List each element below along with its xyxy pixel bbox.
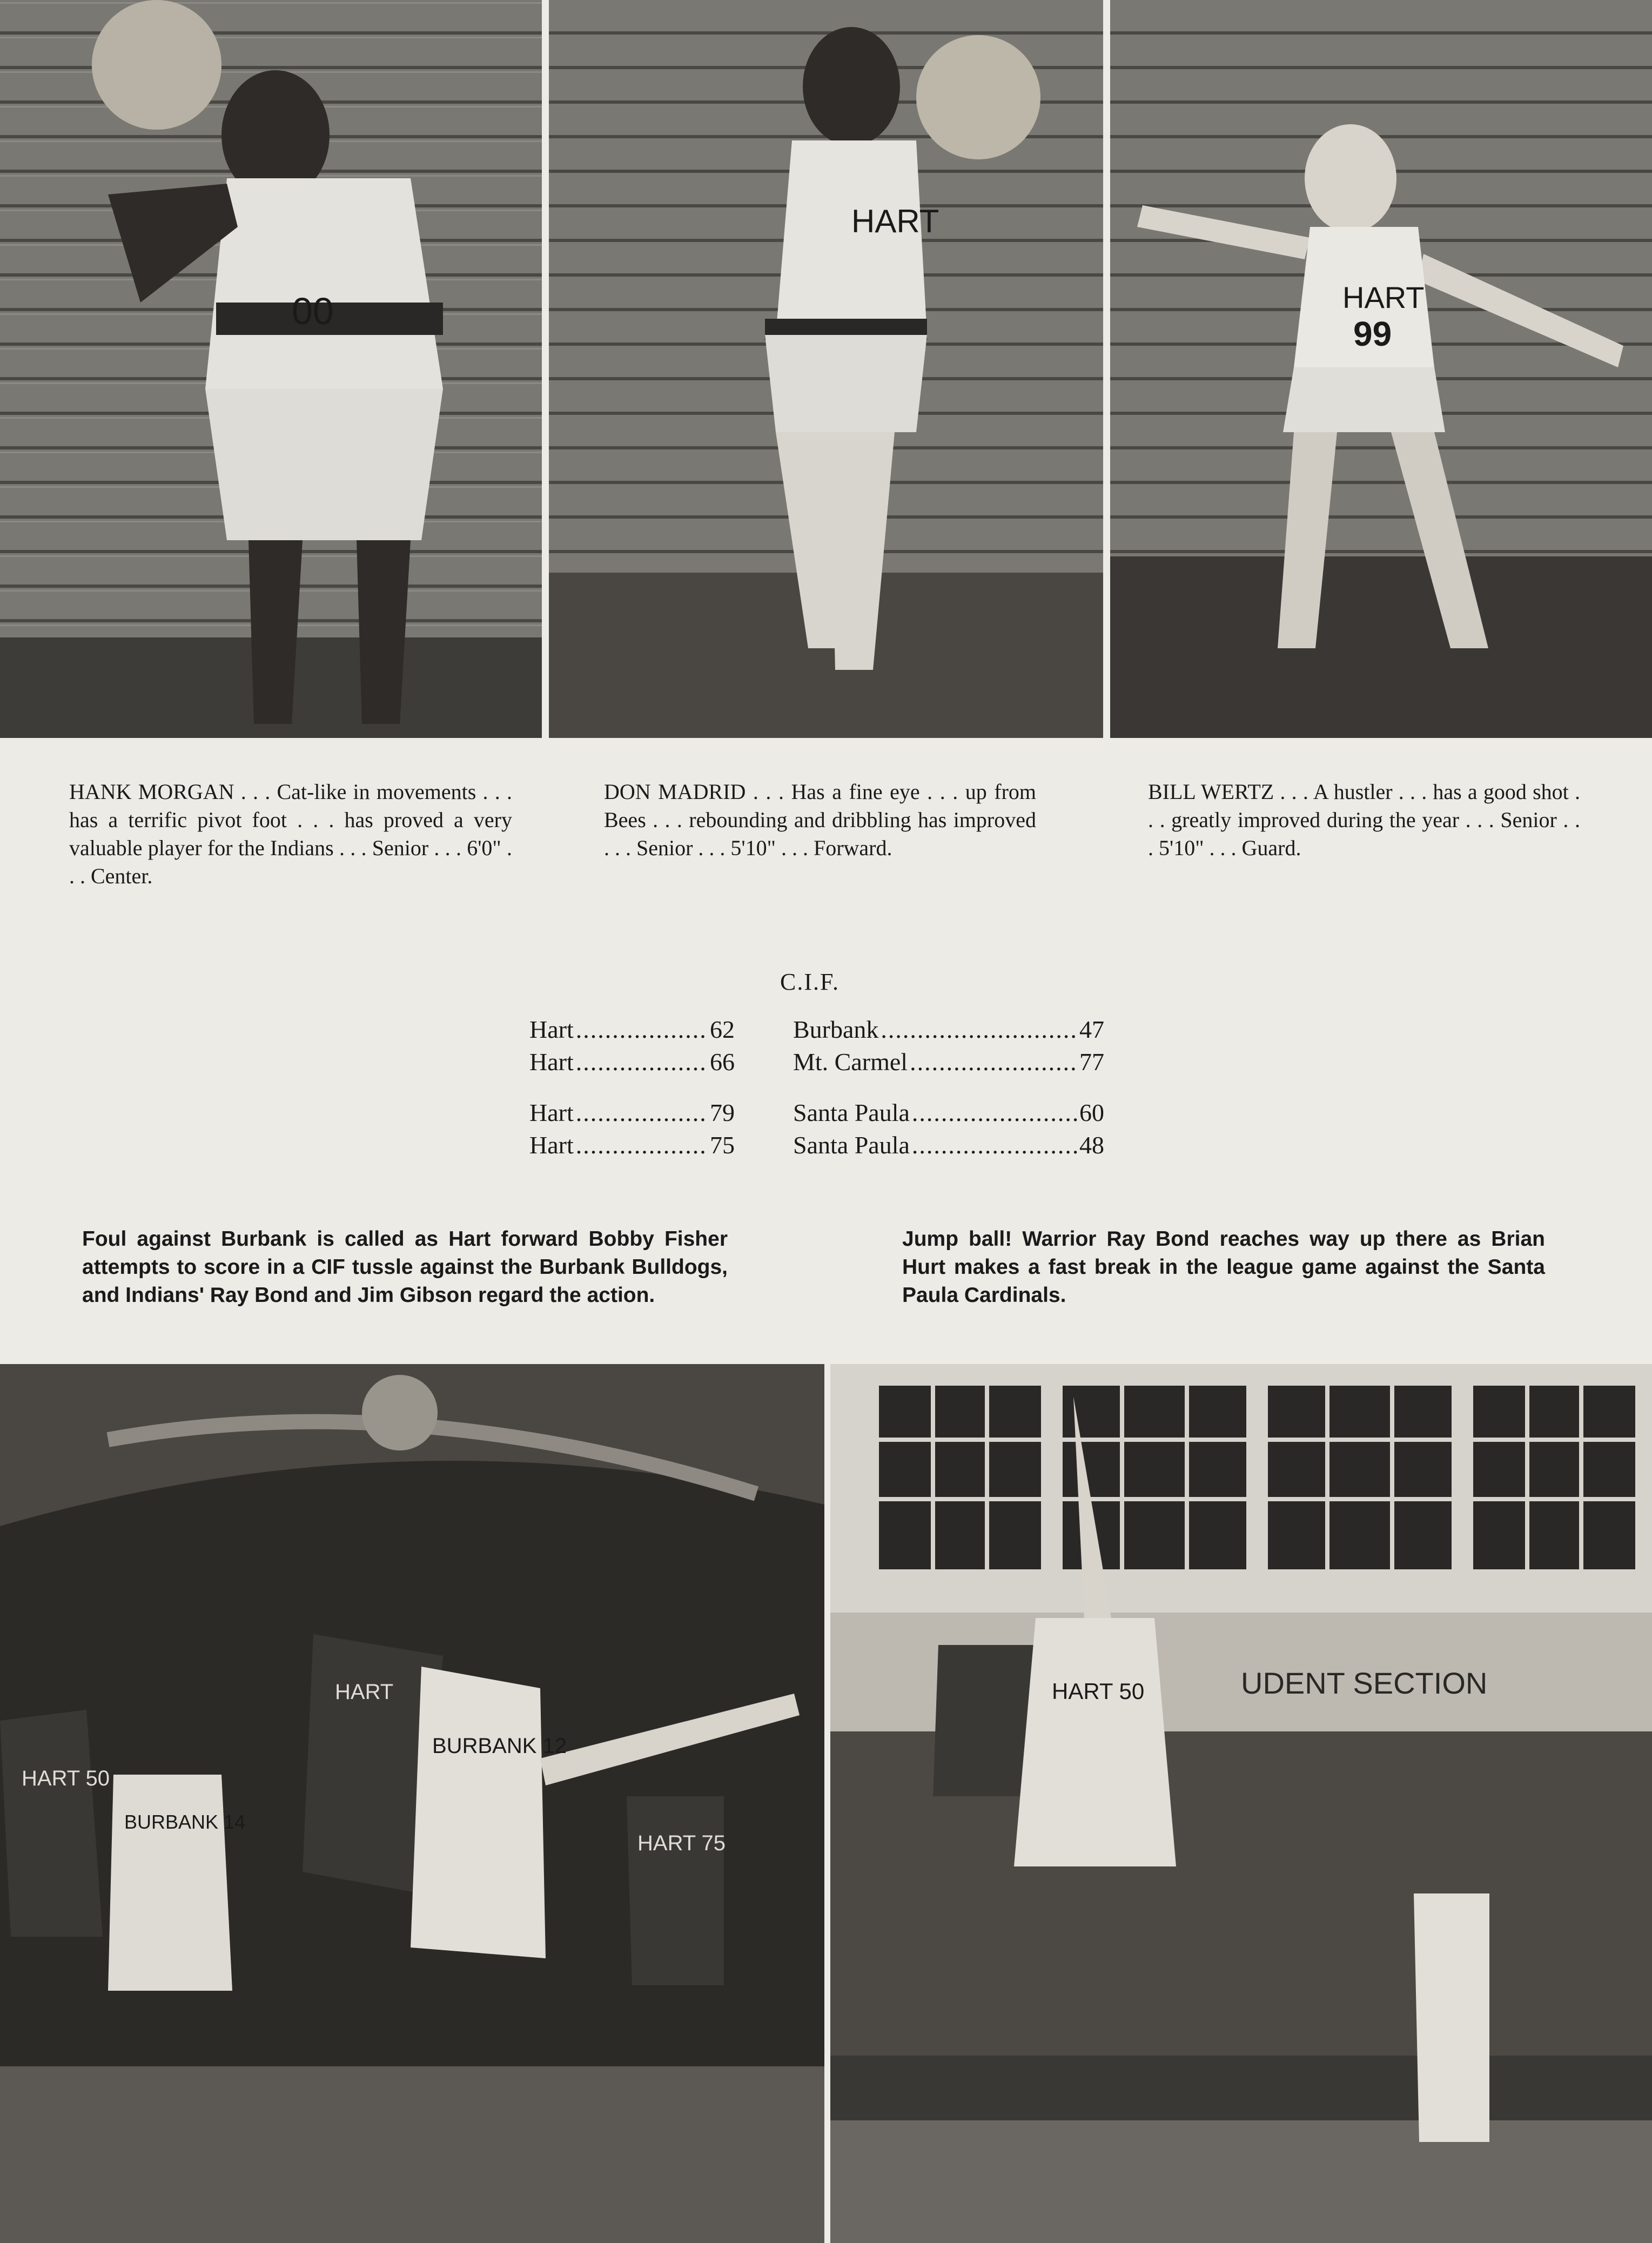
cif-row-opponent: Burbank ..... 47 <box>793 1013 1104 1046</box>
jersey-text: HART <box>1342 280 1425 314</box>
cif-row-team: Hart ..... 79 <box>529 1097 735 1129</box>
basketball <box>362 1375 438 1450</box>
photo-santa-paula-game <box>830 1364 1652 2243</box>
bio-don-madrid: DON MADRID . . . Has a fine eye . . . up from Bees . . . rebounding and dribbling has improved . . . Senior . . . 5'10" . . . Forward. <box>604 780 1036 860</box>
cif-row-team: Hart ..... 75 <box>529 1129 735 1161</box>
cif-row-opponent: Santa Paula ..... 60 <box>793 1097 1104 1129</box>
student-section-sign: UDENT SECTION <box>1241 1666 1488 1700</box>
caption-burbank-game: Foul against Burbank is called as Hart forward Bobby Fisher attempts to score in a CIF tussle against the Burbank Bulldogs, and Indians' Ray Bond and Jim Gibson regard the action. <box>82 1227 728 1307</box>
photo-burbank-game <box>0 1364 824 2243</box>
bio-bill-wertz: BILL WERTZ . . . A hustler . . . has a good shot . . . greatly improved during the year . . . Senior . . . 5'10" . . . Guard. <box>1148 780 1580 860</box>
jersey-label: BURBANK 12 <box>432 1734 567 1758</box>
jersey-label: BURBANK 14 <box>124 1811 246 1833</box>
basketball <box>92 0 221 130</box>
cif-row-opponent: Mt. Carmel ..... 77 <box>793 1046 1104 1078</box>
jersey-number: 99 <box>1353 314 1392 353</box>
cif-row-team: Hart ..... 66 <box>529 1046 735 1078</box>
caption-santa-paula-game: Jump ball! Warrior Ray Bond reaches way up there as Brian Hurt makes a fast break in the league game against the Santa Paula Cardinals. <box>902 1227 1545 1307</box>
cif-row-opponent: Santa Paula ..... 48 <box>793 1129 1104 1161</box>
jersey-label: HART 75 <box>637 1831 726 1855</box>
jersey-label: HART <box>335 1680 394 1704</box>
photo-hank-morgan <box>0 0 542 738</box>
jersey-text: HART <box>851 203 939 239</box>
jersey-number: 00 <box>292 290 334 332</box>
photo-bill-wertz <box>1110 0 1652 738</box>
basketball <box>916 35 1040 159</box>
cif-row-team: Hart ..... 62 <box>529 1013 735 1046</box>
jersey-label: HART 50 <box>1052 1678 1145 1704</box>
photo-don-madrid <box>549 0 1103 738</box>
cif-title: C.I.F. <box>780 969 840 995</box>
jersey-label: HART 50 <box>22 1767 110 1790</box>
bio-hank-morgan: HANK MORGAN . . . Cat-like in movements . . . has a terrific pivot foot . . . has proved a very valuable player for the Indians . . . Senior . . . 6'0" . . . Center. <box>69 780 512 888</box>
